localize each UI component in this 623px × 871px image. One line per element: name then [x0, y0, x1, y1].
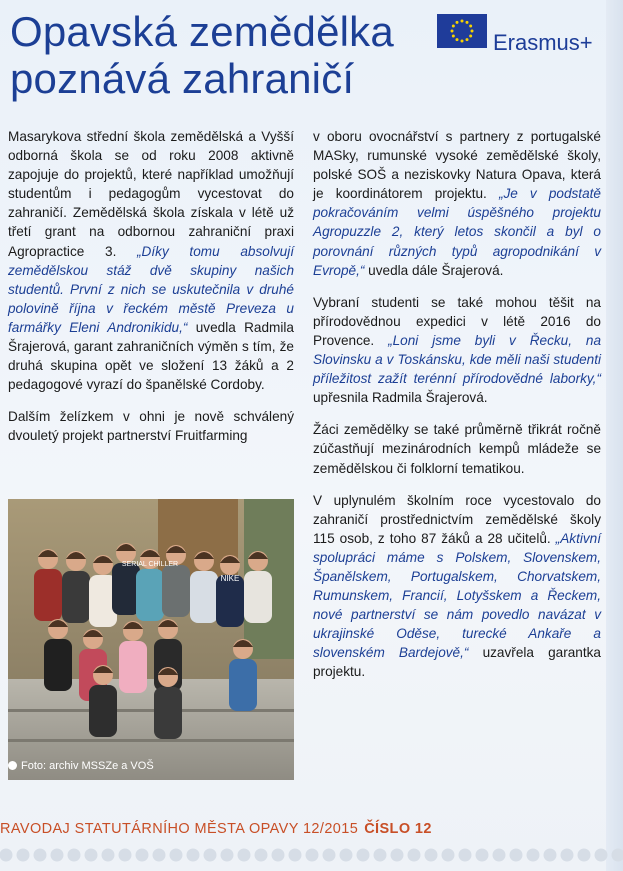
article-text: uvedla dále Šrajerová. — [364, 262, 504, 278]
decorative-dot — [17, 849, 30, 862]
photo-caption — [8, 760, 154, 772]
caption-bullet-icon — [8, 761, 17, 770]
article-paragraph — [313, 491, 601, 682]
article-column-left — [8, 127, 294, 459]
article-text: uvedla Radmila Šrajerová, garant zahraničních výměn s tím, že druhá skupina opět ve složení 13 žáků a 2 pedagogové vyrazí do španělské Cordoby. — [8, 319, 294, 393]
decorative-dot — [51, 849, 64, 862]
person-figure — [154, 667, 182, 739]
decorative-dot — [289, 849, 302, 862]
decorative-dot — [340, 849, 353, 862]
decorative-dot — [119, 849, 132, 862]
decorative-dot — [493, 849, 506, 862]
article-text: Masarykova střední škola zemědělská a Vyšší odborná škola se od roku 2008 aktivně zapojuje do projektů, které například umožňují studentům i pedagogům vycestovat do zahraničí. Zemědělská škola získala v létě už třetí grant na odbornou zahraniční praxi Agropractice 3. — [8, 129, 294, 259]
article-paragraph — [8, 127, 294, 394]
article-paragraph — [8, 407, 294, 445]
eu-star-icon — [456, 21, 459, 24]
article-text: Žáci zemědělky se také průměrně třikrát ročně zúčastňují mezinárodních kempů mládeže se zemědělskou či folklorní tematikou. — [313, 422, 601, 476]
person-figure — [119, 621, 147, 693]
decorative-dot — [238, 849, 251, 862]
article-column-right — [313, 127, 601, 695]
footer-publication: RAVODAJ STATUTÁRNÍHO MĚSTA OPAVY 12/2015 — [0, 821, 359, 837]
page-footer — [0, 821, 432, 837]
decorative-dot — [408, 849, 421, 862]
decorative-dot — [612, 849, 623, 862]
article-quote: „Je v podstatě pokračováním velmi úspěšného projektu Agropuzzle 2, který letos skončil a byl o porovnání různých typů agropodnikání v Evropě,“ — [313, 186, 601, 278]
article-paragraph — [313, 127, 601, 280]
article-text: upřesnila Radmila Šrajerová. — [313, 390, 488, 406]
decorative-dot-row — [0, 843, 623, 867]
page-edge — [606, 0, 623, 871]
eu-star-icon — [471, 30, 474, 33]
decorative-dot — [85, 849, 98, 862]
decorative-dot — [306, 849, 319, 862]
article-text: Dalším želízkem v ohni je nově schválený dvouletý projekt partnerství Fruitfarming — [8, 409, 294, 444]
person-figure — [229, 639, 257, 711]
decorative-dot — [425, 849, 438, 862]
decorative-dot — [187, 849, 200, 862]
person-figure — [44, 619, 72, 691]
person-figure — [162, 545, 190, 617]
eu-star-icon — [461, 20, 464, 23]
eu-star-icon — [456, 38, 459, 41]
eu-star-icon — [469, 25, 472, 28]
article-paragraph — [313, 293, 601, 408]
article-text: V uplynulém školním roce vycestovalo do zahraničí prostřednictvím zemědělské školy 115 osob, z toho 87 žáků a 28 učitelů. — [313, 492, 601, 546]
decorative-dot — [221, 849, 234, 862]
article-quote: „Aktivní spolupráci máme s Polskem, Slovenskem, Španělskem, Portugalskem, Chorvatskem, Rumunskem, Francií, Lotyšskem a Řeckem, nové partnerství se nám povedlo navázat v ukrajinské Oděse, turecké Ankaře a slovenském Bardejově,“ — [313, 530, 601, 661]
article-quote: „Díky tomu absolvují zemědělskou stáž dvě skupiny našich studentů. První z nich se uskutečnila v druhé polovině října v řeckém městě Preveza u farmářky Eleni Andronikidu,“ — [8, 243, 294, 335]
article-text: uzavřela garantka projektu. — [313, 645, 601, 680]
eu-star-icon — [451, 30, 454, 33]
person-figure — [190, 551, 218, 623]
decorative-dot — [0, 849, 13, 862]
decorative-dot — [204, 849, 217, 862]
decorative-dot — [595, 849, 608, 862]
shirt-text-nike: NIKE — [220, 574, 240, 583]
decorative-dot — [561, 849, 574, 862]
eu-flag-icon — [437, 14, 487, 48]
eu-star-icon — [452, 35, 455, 38]
article-title: Opavská zemědělka poznává zahraničí — [10, 8, 394, 102]
erasmus-logo-text: Erasmus+ — [493, 30, 593, 55]
decorative-dot — [442, 849, 455, 862]
footer-issue: ČÍSLO 12 — [364, 821, 432, 837]
decorative-dot — [170, 849, 183, 862]
eu-star-icon — [466, 21, 469, 24]
decorative-dot — [255, 849, 268, 862]
decorative-dot — [153, 849, 166, 862]
article-text: v oboru ovocnářství s partnery z portugalské MASky, rumunské vysoké zemědělské školy, polské SOŠ a neziskovky Natura Opava, která je koordinátorem projektu. — [313, 129, 601, 202]
photo-caption-text: Foto: archiv MSSZe a VOŠ — [21, 760, 154, 772]
decorative-dot — [459, 849, 472, 862]
decorative-dot — [391, 849, 404, 862]
decorative-dot — [510, 849, 523, 862]
person-figure — [112, 543, 140, 615]
article-quote: „Loni jsme byli v Řecku, na Slovinsku a v Toskánsku, kde měli naši studenti příležitost zažít terénní přírodovědné laborky,“ — [313, 332, 602, 387]
person-figure — [34, 549, 62, 621]
article-text: Vybraní studenti se také mohou těšit na přírodovědnou expedici v létě 2016 do Provence. — [313, 294, 601, 348]
decorative-dot — [34, 849, 47, 862]
decorative-dot — [476, 849, 489, 862]
eu-star-icon — [469, 35, 472, 38]
decorative-dot — [374, 849, 387, 862]
decorative-dot — [323, 849, 336, 862]
shirt-text-serial: SERIAL CHILLER — [121, 561, 179, 568]
decorative-dot — [102, 849, 115, 862]
eu-star-icon — [461, 40, 464, 43]
person-figure — [89, 665, 117, 737]
decorative-dot — [357, 849, 370, 862]
eu-star-icon — [452, 25, 455, 28]
person-figure — [244, 551, 272, 623]
person-figure — [62, 551, 90, 623]
person-figure — [136, 549, 164, 621]
person-figure — [216, 555, 244, 627]
group-photo — [8, 499, 294, 780]
decorative-dot — [544, 849, 557, 862]
decorative-dot — [527, 849, 540, 862]
decorative-dot — [68, 849, 81, 862]
eu-star-icon — [466, 38, 469, 41]
decorative-dot — [578, 849, 591, 862]
article-paragraph — [313, 420, 601, 477]
decorative-dot — [136, 849, 149, 862]
decorative-dot — [272, 849, 285, 862]
erasmus-logo — [437, 14, 617, 54]
